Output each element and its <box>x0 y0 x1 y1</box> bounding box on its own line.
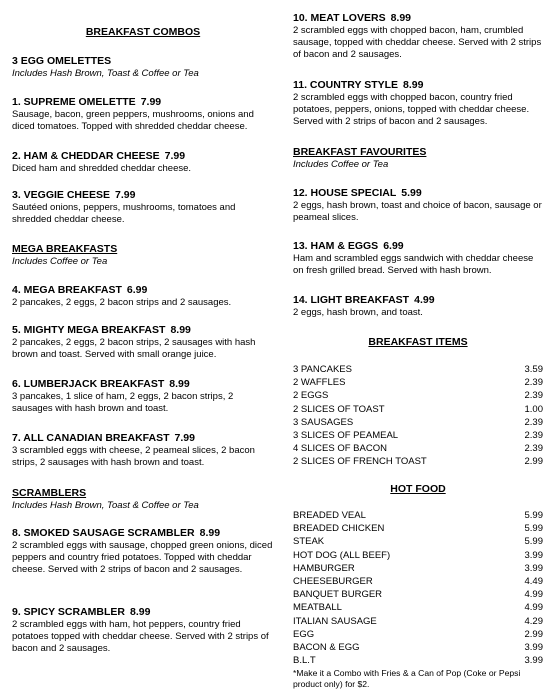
item-description: 2 pancakes, 2 eggs, 2 bacon strips and 2 sausages. <box>12 297 232 308</box>
item-name: 1. SUPREME OMELETTE <box>12 96 136 108</box>
item-description: 2 eggs, hash brown, toast and choice of bacon, sausage or peameal slices. <box>293 200 542 224</box>
item-description: 2 scrambled eggs with chopped bacon, country fried potatoes, peppers, onions, topped with cheddar cheese. Served with 2 strips of bacon and 2 sausages. <box>293 92 530 128</box>
list-item: B.L.T 3.99 <box>293 655 543 667</box>
item-name: 10. MEAT LOVERS <box>293 12 386 24</box>
item-price: 5.99 <box>401 187 422 199</box>
item-price: 7.99 <box>140 96 162 108</box>
section-title: SCRAMBLERS <box>12 487 87 499</box>
item-description: 2 scrambled eggs with sausage, chopped green onions, diced peppers and country fried potatoes. Topped with cheddar cheese. Served with 2 strips of bacon and 2 sausages. <box>12 540 273 576</box>
item-description: 2 eggs, hash brown, and toast. <box>293 307 423 318</box>
item-name: 9. SPICY SCRAMBLER <box>12 606 125 618</box>
section-title: 3 EGG OMELETTES <box>12 55 112 67</box>
list-item: 3 PANCAKES 3.59 <box>293 364 543 375</box>
item-description: 2 pancakes, 2 eggs, 2 bacon strips, 2 sausages with hash brown and toast. Served with small orange juice. <box>12 337 256 361</box>
menu-item-2 <box>12 150 274 175</box>
list-item: HAMBURGER 3.99 <box>293 562 543 574</box>
item-price: 6.99 <box>383 240 404 252</box>
menu-item-9 <box>12 606 274 656</box>
section-note: Includes Coffee or Tea <box>293 159 389 170</box>
list-item: 2 SLICES OF TOAST 1.00 <box>293 403 543 415</box>
menu-item-6 <box>12 378 274 415</box>
item-description: 2 scrambled eggs with ham, hot peppers, country fried potatoes topped with cheddar cheese. Served with 2 strips of bacon and 2 sausages. <box>12 619 269 655</box>
menu-item-8 <box>12 527 274 577</box>
item-name: 6. LUMBERJACK BREAKFAST <box>12 378 165 390</box>
list-item: BANQUET BURGER 4.99 <box>293 589 543 601</box>
section-mega-breakfasts <box>12 243 274 268</box>
menu-item-13 <box>293 240 543 277</box>
list-item: MEATBALL 4.99 <box>293 602 543 614</box>
item-price: 8.99 <box>130 606 151 618</box>
item-price: 7.99 <box>164 150 186 162</box>
list-item: 3 SLICES OF PEAMEAL 2.39 <box>293 430 543 442</box>
section-egg-omelettes <box>12 55 274 80</box>
list-item: CHEESEBURGER 4.49 <box>293 576 543 588</box>
item-price: 8.99 <box>169 378 190 390</box>
item-description: Sausage, bacon, green peppers, mushrooms, onions and diced tomatoes. Topped with shredded cheddar cheese. <box>12 109 254 133</box>
list-item: STEAK 5.99 <box>293 536 543 548</box>
item-description: 2 scrambled eggs with chopped bacon, ham, crumbled sausage, topped with cheddar cheese. Served with 2 strips of bacon and 2 sausages. <box>293 25 542 61</box>
item-name: 3. VEGGIE CHEESE <box>12 189 111 201</box>
item-price: 8.99 <box>199 527 221 539</box>
item-price: 6.99 <box>126 284 148 296</box>
item-name: 2. HAM & CHEDDAR CHEESE <box>12 150 160 162</box>
menu-item-5 <box>12 324 274 361</box>
menu-item-12 <box>293 187 543 224</box>
item-name: 13. HAM & EGGS <box>293 240 379 252</box>
combo-footnote: *Make it a Combo with Fries & a Can of Pop (Coke or Pepsi product only) for $2. <box>293 668 521 690</box>
item-name: 8. SMOKED SAUSAGE SCRAMBLER <box>12 527 195 539</box>
section-note: Includes Coffee or Tea <box>12 256 108 267</box>
item-name: 5. MIGHTY MEGA BREAKFAST <box>12 324 166 336</box>
section-scramblers <box>12 487 274 512</box>
list-item: 3 SAUSAGES 2.39 <box>293 416 543 428</box>
list-item: ITALIAN SAUSAGE 4.29 <box>293 615 543 627</box>
item-description: 3 scrambled eggs with cheese, 2 peameal slices, 2 bacon strips, 2 sausages with hash brown and toast. <box>12 445 255 469</box>
item-name: 14. LIGHT BREAKFAST <box>293 294 410 306</box>
item-description: Ham and scrambled eggs sandwich with cheddar cheese on fresh grilled bread. Served with hash brown. <box>293 253 534 277</box>
section-title-hot-food: HOT FOOD <box>390 483 446 495</box>
item-price: 8.99 <box>170 324 191 336</box>
item-name: 12. HOUSE SPECIAL <box>293 187 397 199</box>
hot-food-list <box>293 509 543 690</box>
list-item: HOT DOG (ALL BEEF) 3.99 <box>293 549 543 561</box>
item-price: 4.99 <box>414 294 435 306</box>
item-price: 7.99 <box>115 189 136 201</box>
list-item: 4 SLICES OF BACON 2.39 <box>293 443 543 455</box>
item-name: 11. COUNTRY STYLE <box>293 79 399 91</box>
menu-item-1 <box>12 96 274 133</box>
item-name: 7. ALL CANADIAN BREAKFAST <box>12 432 170 444</box>
section-breakfast-favourites <box>293 146 543 171</box>
item-price: 7.99 <box>174 432 195 444</box>
list-item: 2 WAFFLES 2.39 <box>293 377 543 389</box>
section-note: Includes Hash Brown, Toast & Coffee or Tea <box>12 68 199 79</box>
item-price: 8.99 <box>390 12 412 24</box>
section-title-breakfast-items: BREAKFAST ITEMS <box>368 336 468 348</box>
item-price: 8.99 <box>403 79 424 91</box>
list-item: BREADED CHICKEN 5.99 <box>293 523 543 535</box>
list-item: EGG 2.99 <box>293 628 543 640</box>
menu-item-14 <box>293 294 543 319</box>
menu-item-11 <box>293 79 543 129</box>
list-item: 2 EGGS 2.39 <box>293 390 543 402</box>
list-item: BACON & EGG 3.99 <box>293 642 543 654</box>
section-title: MEGA BREAKFASTS <box>12 243 118 255</box>
list-item: BREADED VEAL 5.99 <box>293 510 543 521</box>
breakfast-items-list <box>293 363 543 469</box>
menu-item-10 <box>293 12 543 62</box>
item-description: Diced ham and shredded cheddar cheese. <box>12 163 192 174</box>
item-description: 3 pancakes, 1 slice of ham, 2 eggs, 2 bacon strips, 2 sausages with hash brown and toast. <box>12 391 234 415</box>
menu-item-7 <box>12 432 274 469</box>
item-description: Sautéed onions, peppers, mushrooms, tomatoes and shredded cheddar cheese. <box>12 202 236 226</box>
section-title: BREAKFAST FAVOURITES <box>293 146 427 158</box>
section-note: Includes Hash Brown, Toast & Coffee or Tea <box>12 500 199 511</box>
menu-item-4 <box>12 284 274 309</box>
menu-item-3 <box>12 189 274 226</box>
item-name: 4. MEGA BREAKFAST <box>12 284 122 296</box>
section-title-breakfast-combos: BREAKFAST COMBOS <box>85 26 201 38</box>
list-item: 2 SLICES OF FRENCH TOAST 2.99 <box>293 456 543 468</box>
